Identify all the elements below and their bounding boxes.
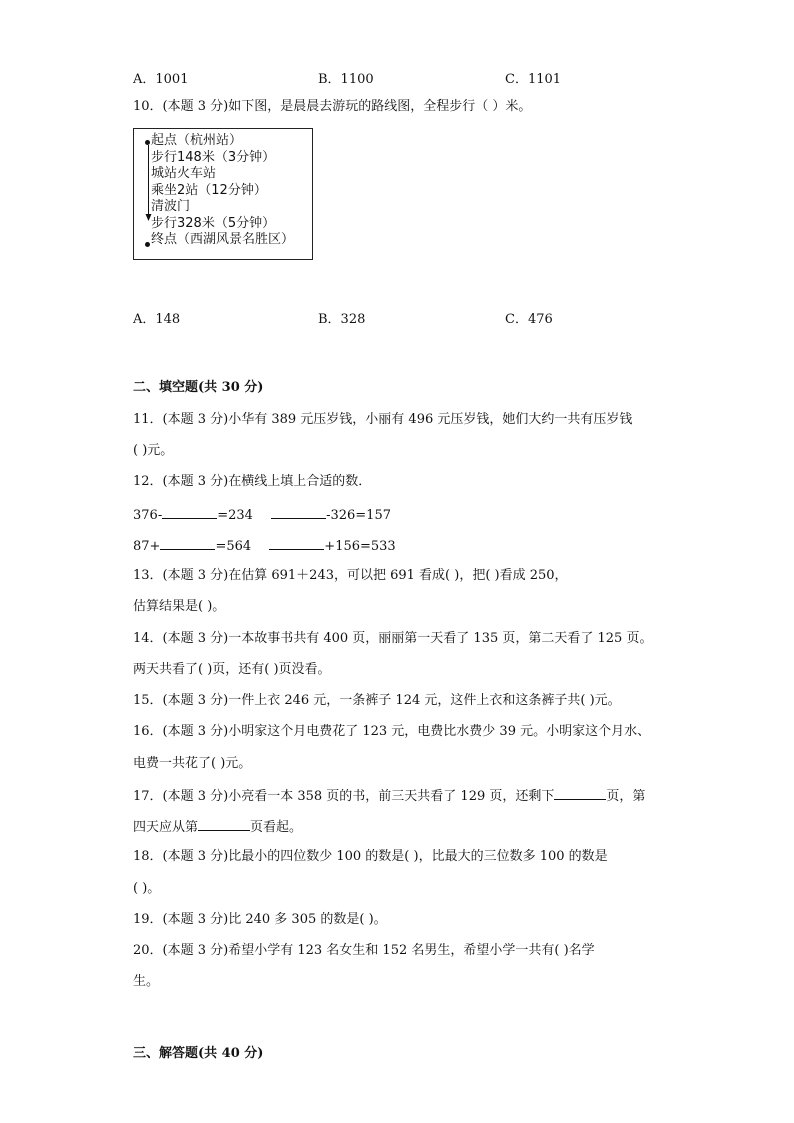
q17-part-d: 页看起。 xyxy=(250,820,303,835)
eq2-blank-1[interactable] xyxy=(160,536,215,550)
q10-option-a: A．148 xyxy=(133,312,181,327)
question-17-line-1 xyxy=(133,786,645,806)
question-12-text: 12．(本题 3 分)在横线上填上合适的数． xyxy=(133,474,372,489)
q17-blank-1[interactable] xyxy=(554,786,606,800)
diagram-gate: 清波门 xyxy=(151,199,191,214)
question-19-text: 19．(本题 3 分)比 240 多 305 的数是( )。 xyxy=(133,912,387,927)
question-20-line-1: 20．(本题 3 分)希望小学有 123 名女生和 152 名男生，希望小学一共有( )名学 xyxy=(133,943,595,958)
question-11-line-1: 11．(本题 3 分)小华有 389 元压岁钱，小丽有 496 元压岁钱，她们大约一共有压岁钱 xyxy=(133,412,633,427)
q17-part-b: 页，第 xyxy=(606,789,646,804)
diagram-walk-1: 步行148米（3分钟） xyxy=(151,149,276,165)
question-20-line-2: 生。 xyxy=(133,974,160,989)
q10-option-c: C．476 xyxy=(505,312,553,327)
diagram-ride: 乘坐2站（12分钟） xyxy=(151,182,267,198)
q17-part-a: 17．(本题 3 分)小亮看一本 358 页的书，前三天共看了 129 页，还剩下 xyxy=(133,789,555,804)
eq2-suffix: +156=533 xyxy=(324,539,396,554)
question-10-text: 10．(本题 3 分)如下图，是晨晨去游玩的路线图，全程步行（ ）米。 xyxy=(133,99,532,114)
q9-option-b: B．1100 xyxy=(318,72,374,87)
question-16-line-1: 16．(本题 3 分)小明家这个月电费花了 123 元，电费比水费少 39 元。小明家这个月水、 xyxy=(133,724,651,739)
question-18-line-2: ( )。 xyxy=(133,881,161,896)
eq1-suffix: -326=157 xyxy=(326,508,391,523)
question-12-equation-2 xyxy=(133,536,396,556)
question-17-line-2 xyxy=(133,817,302,837)
question-16-line-2: 电费一共花了( )元。 xyxy=(133,756,252,771)
q17-part-c: 四天应从第 xyxy=(133,820,199,835)
diagram-station: 城站火车站 xyxy=(151,166,217,181)
question-14-line-1: 14．(本题 3 分)一本故事书共有 400 页，丽丽第一天看了 135 页，第二天看了 125 页。 xyxy=(133,631,653,646)
q9-option-c: C．1101 xyxy=(505,72,562,87)
eq1-blank-2[interactable] xyxy=(271,505,326,519)
diagram-start: 起点（杭州站） xyxy=(151,133,243,148)
section-2-title: 二、填空题(共 30 分) xyxy=(133,380,264,395)
eq2-blank-2[interactable] xyxy=(269,536,324,550)
question-11-line-2: ( )元。 xyxy=(133,443,174,458)
q9-option-a: A．1001 xyxy=(133,72,189,87)
q17-blank-2[interactable] xyxy=(198,817,250,831)
question-18-line-1: 18．(本题 3 分)比最小的四位数少 100 的数是( )，比最大的三位数多 100 的数是 xyxy=(133,849,608,864)
q10-option-b: B．328 xyxy=(318,312,366,327)
section-3-title: 三、解答题(共 40 分) xyxy=(133,1046,264,1061)
eq2-prefix: 87+ xyxy=(133,539,161,554)
question-14-line-2: 两天共看了( )页，还有( )页没看。 xyxy=(133,662,331,677)
question-12-equation-1 xyxy=(133,505,391,525)
eq1-prefix: 376- xyxy=(133,508,163,523)
question-15-text: 15．(本题 3 分)一件上衣 246 元，一条裤子 124 元，这件上衣和这条裤子共( )元。 xyxy=(133,693,621,708)
eq2-result: =564 xyxy=(215,539,252,554)
end-dot-icon xyxy=(145,242,150,247)
diagram-walk-2: 步行328米（5分钟） xyxy=(151,215,276,231)
diagram-end: 终点（西湖风景名胜区） xyxy=(151,232,295,247)
eq1-result: =234 xyxy=(217,508,253,523)
question-13-line-2: 估算结果是( )。 xyxy=(133,599,226,614)
eq1-blank-1[interactable] xyxy=(162,505,217,519)
question-13-line-1: 13．(本题 3 分)在估算 691＋243，可以把 691 看成( )，把( )看成 250， xyxy=(133,568,568,583)
